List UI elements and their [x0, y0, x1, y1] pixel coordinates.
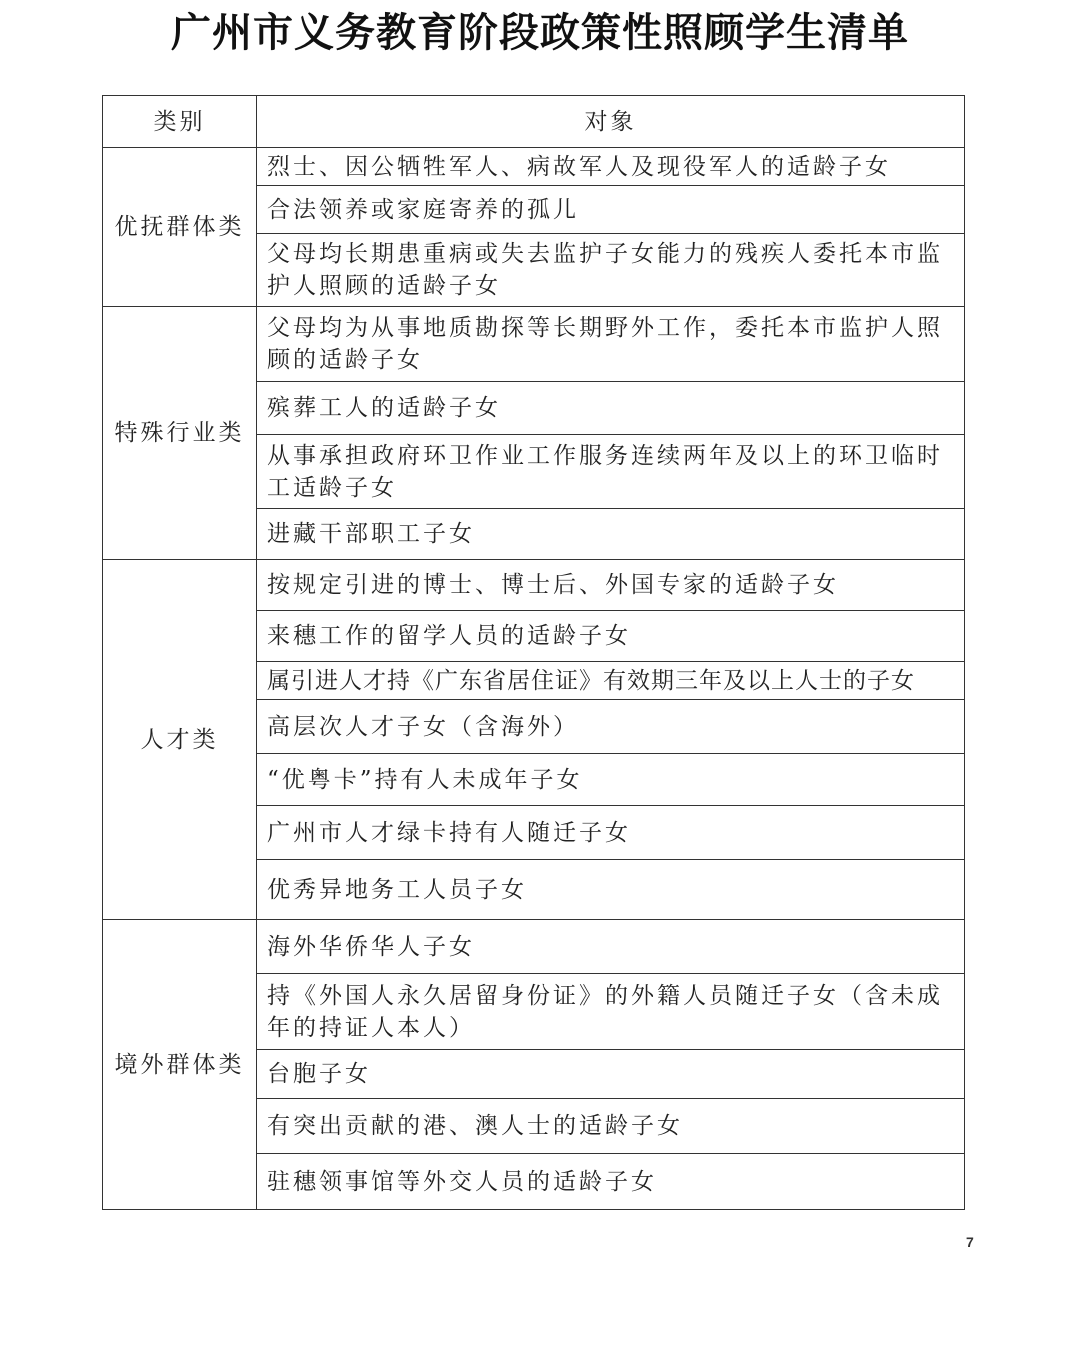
table-row [103, 148, 965, 186]
object-cell: 持《外国人永久居留身份证》的外籍人员随迁子女（含未成年的持证人本人） [257, 974, 965, 1050]
object-cell: 驻穗领事馆等外交人员的适龄子女 [257, 1154, 965, 1210]
object-cell: 台胞子女 [257, 1050, 965, 1099]
object-cell: 殡葬工人的适龄子女 [257, 382, 965, 435]
category-cell: 优抚群体类 [103, 148, 257, 307]
category-cell: 境外群体类 [103, 920, 257, 1210]
header-object: 对象 [257, 96, 965, 148]
header-category: 类别 [103, 96, 257, 148]
object-cell: 合法领养或家庭寄养的孤儿 [257, 186, 965, 234]
table-row [103, 920, 965, 974]
category-cell: 人才类 [103, 560, 257, 920]
policy-student-table [102, 95, 965, 1210]
page-number: 7 [966, 1234, 974, 1250]
table-row [103, 307, 965, 382]
table-row [103, 560, 965, 611]
table-header-row [103, 96, 965, 148]
object-cell: 从事承担政府环卫作业工作服务连续两年及以上的环卫临时工适龄子女 [257, 435, 965, 509]
object-cell: 优秀异地务工人员子女 [257, 860, 965, 920]
object-cell: 父母均长期患重病或失去监护子女能力的残疾人委托本市监护人照顾的适龄子女 [257, 234, 965, 307]
object-cell: 来穗工作的留学人员的适龄子女 [257, 611, 965, 662]
object-cell: 按规定引进的博士、博士后、外国专家的适龄子女 [257, 560, 965, 611]
document-title: 广州市义务教育阶段政策性照顾学生清单 [171, 9, 909, 56]
object-cell: 海外华侨华人子女 [257, 920, 965, 974]
object-cell: 有突出贡献的港、澳人士的适龄子女 [257, 1099, 965, 1154]
object-cell: “优粤卡”持有人未成年子女 [257, 754, 965, 806]
category-cell: 特殊行业类 [103, 307, 257, 560]
object-cell: 属引进人才持《广东省居住证》有效期三年及以上人士的子女 [257, 662, 965, 700]
object-cell: 高层次人才子女（含海外） [257, 700, 965, 754]
object-cell: 进藏干部职工子女 [257, 509, 965, 560]
object-cell: 广州市人才绿卡持有人随迁子女 [257, 806, 965, 860]
object-cell: 烈士、因公牺牲军人、病故军人及现役军人的适龄子女 [257, 148, 965, 186]
object-cell: 父母均为从事地质勘探等长期野外工作，委托本市监护人照顾的适龄子女 [257, 307, 965, 382]
